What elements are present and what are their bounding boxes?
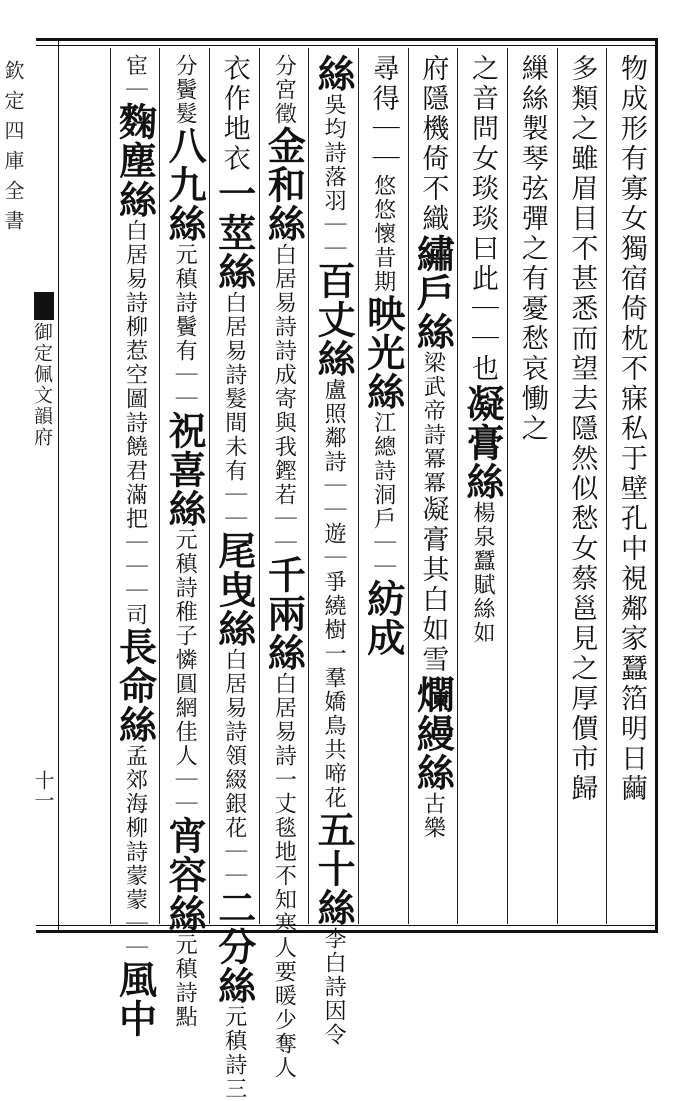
entry-heading: 爛縵絲 [410, 675, 456, 792]
entry-heading: 百丈絲 [311, 261, 357, 378]
body-text: 凝膏其白如雪 [417, 495, 449, 675]
entry-heading: 一莖絲 [211, 174, 257, 291]
entry-heading: 金和絲 [261, 126, 307, 243]
citation-note: 元稹詩點 [172, 933, 198, 1029]
citation-note: 分鬢髮 [172, 54, 198, 126]
entry-heading: 紡成 [360, 579, 406, 657]
text-column [408, 48, 458, 924]
entry-heading: 凝膏絲 [460, 384, 506, 501]
text-column [110, 48, 160, 1038]
frame-top-border [36, 38, 658, 41]
body-text: 尋得｜｜ [367, 54, 399, 174]
citation-note: 梁武帝詩冪冪 [420, 351, 446, 495]
citation-note: 宦｜ [122, 54, 148, 102]
text-columns [60, 48, 656, 1101]
citation-note: 分宮徵 [271, 54, 297, 126]
entry-heading: 絲 [311, 54, 357, 93]
text-column [259, 48, 309, 1080]
citation-note: 元稹詩鬢有｜｜ [172, 243, 198, 411]
entry-heading: 八九絲 [162, 126, 208, 243]
body-text: 物成形有寡女獨宿倚枕不寐私于壁孔中視鄰家蠶箔明日繭 [616, 54, 647, 804]
margin-page-number: 十一 [31, 770, 55, 810]
citation-note: 白居易詩髮間未有｜｜ [221, 291, 247, 531]
entry-heading: 二分絲 [211, 888, 257, 1005]
text-column [557, 48, 607, 924]
entry-heading: 尾曳絲 [211, 531, 257, 648]
body-text: 之音問女琰琰曰此｜｜也 [467, 54, 499, 384]
body-text: 多類之雖眉目不甚悉而望去隱然似愁女蔡邕見之厚價市歸 [566, 54, 598, 804]
citation-note: 元稹詩三 [221, 1005, 247, 1101]
entry-heading: 麴塵絲 [112, 102, 158, 219]
citation-note: 孟郊海柳詩蒙蒙｜｜ [122, 744, 148, 960]
entry-heading: 千兩絲 [261, 555, 307, 672]
citation-note: 白居易詩一丈毯地不知寒人要暖少奪人 [271, 672, 297, 1080]
text-column [209, 48, 259, 1101]
entry-heading: 祝喜絲 [162, 411, 208, 528]
citation-note: 悠悠懷昔期 [370, 174, 396, 294]
citation-note: 李白詩因令 [321, 927, 347, 1047]
citation-note: 白居易詩詩成寄與我鏗若｜｜ [271, 243, 297, 555]
body-text: 衣作地衣 [218, 54, 250, 174]
citation-note: 白居易詩柳惹空圖詩饒君滿把｜｜｜司 [122, 219, 148, 627]
entry-heading: 繡戶絲 [410, 234, 456, 351]
entry-heading: 長命絲 [112, 627, 158, 744]
citation-note: 元稹詩稚子憐圓網佳人｜｜ [172, 528, 198, 816]
entry-heading: 宵容絲 [162, 816, 208, 933]
entry-heading: 映光絲 [360, 294, 406, 411]
body-text: 繅絲製琴弦彈之有憂愁哀慟之 [516, 54, 548, 444]
citation-note: 白居易詩領綴銀花｜｜ [221, 648, 247, 888]
margin-divider [58, 40, 59, 932]
citation-note: 楊泉蠶賦絲如 [470, 501, 496, 645]
margin-volume-title: 御定佩文韻府 [31, 322, 53, 448]
citation-note: 江總詩洞戶｜｜ [370, 411, 396, 579]
citation-note: 吳均詩落羽｜｜ [321, 93, 347, 261]
body-text: 府隱機倚不織 [417, 54, 449, 234]
text-column [457, 48, 507, 924]
citation-note: 古樂 [420, 792, 446, 840]
frame-top-inner-border [36, 45, 658, 46]
fish-tail-mark [34, 292, 54, 320]
citation-note: 盧照鄰詩｜｜遊｜爭繞樹一羣嬌鳥共啼花 [321, 378, 347, 810]
text-column [159, 48, 209, 1029]
margin-book-title: 欽定四庫全書 [1, 60, 25, 240]
text-column [606, 48, 656, 924]
text-column [308, 48, 358, 1047]
entry-heading: 五十絲 [311, 810, 357, 927]
entry-heading: 風中 [112, 960, 158, 1038]
text-column [358, 48, 408, 924]
text-column [507, 48, 557, 924]
